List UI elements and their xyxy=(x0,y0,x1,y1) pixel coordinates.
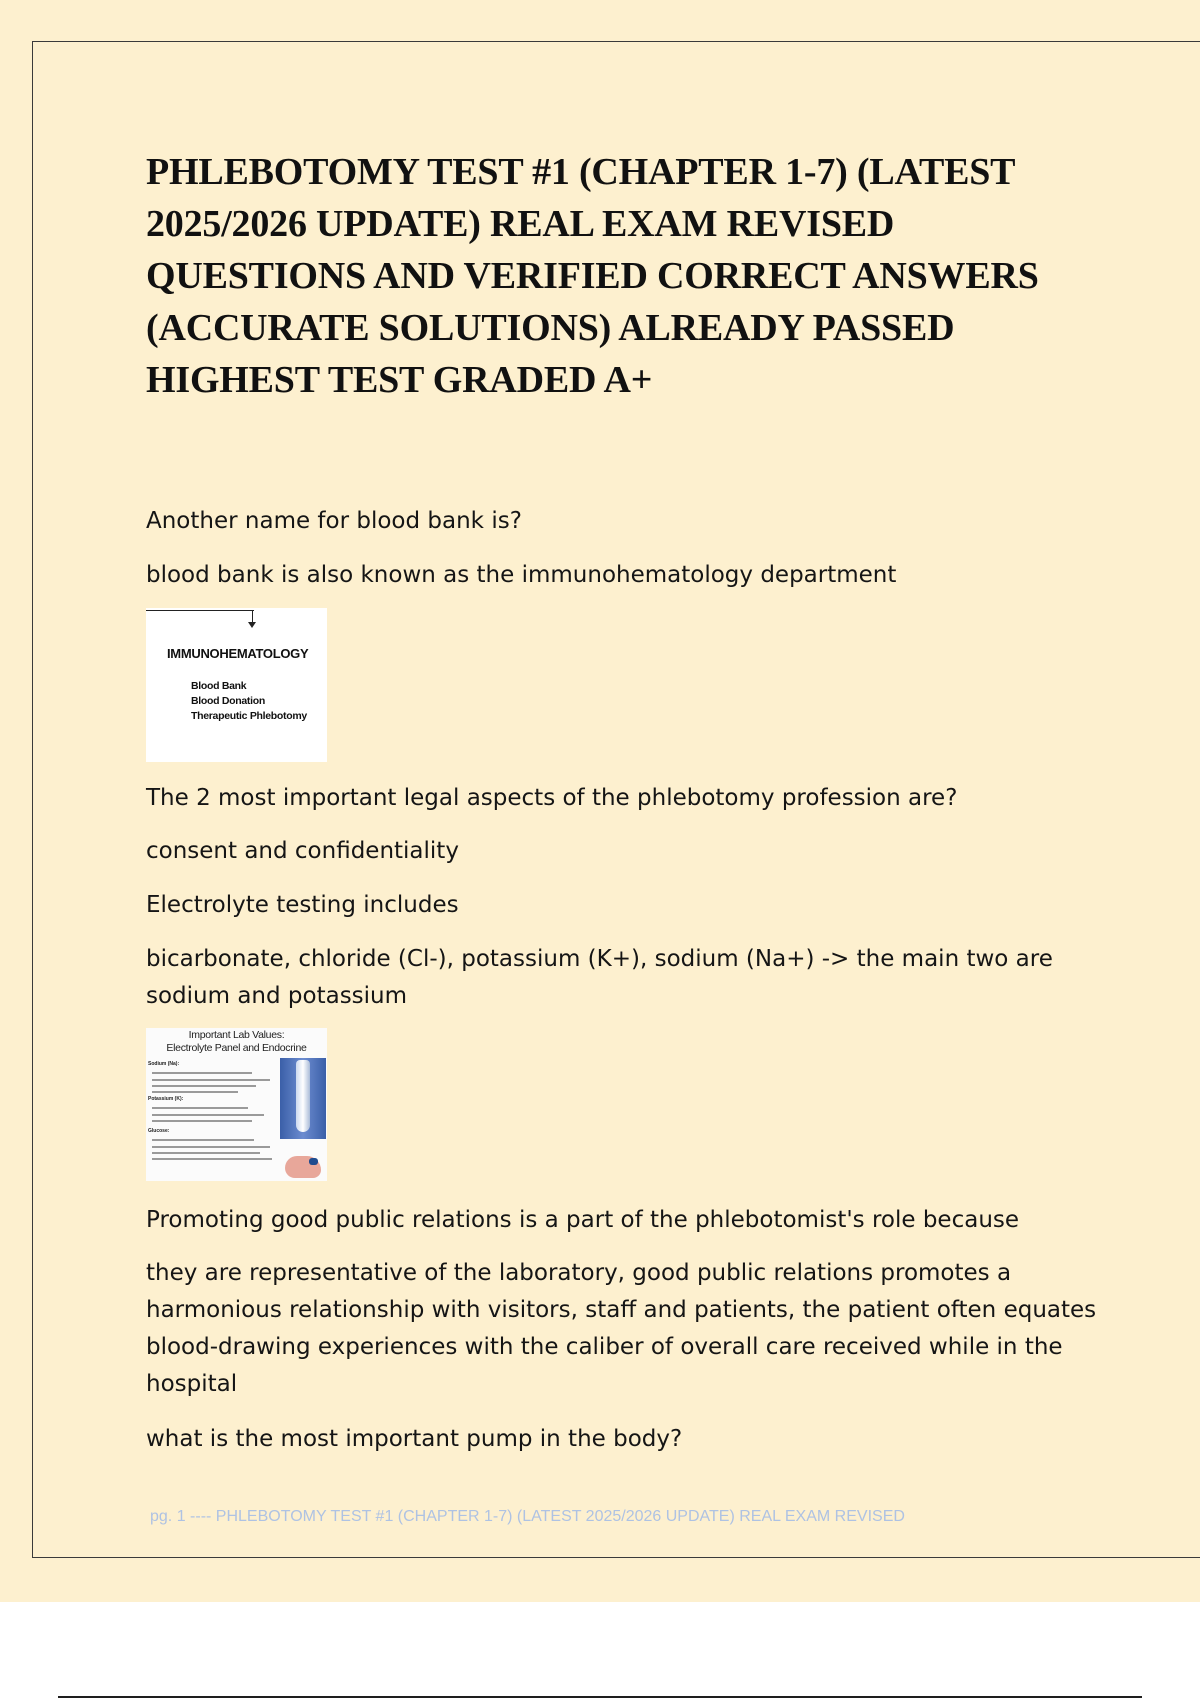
text-line xyxy=(152,1146,270,1148)
text-line xyxy=(152,1158,272,1160)
text-line xyxy=(152,1072,252,1074)
arrow-down-icon xyxy=(248,622,256,628)
answer-2: consent and confidentiality xyxy=(146,838,459,864)
text-line xyxy=(152,1085,256,1087)
figure-heading: IMMUNOHEMATOLOGY xyxy=(167,646,309,661)
text-line xyxy=(152,1114,264,1116)
text-line xyxy=(152,1152,260,1154)
text-line xyxy=(152,1107,248,1109)
lab-section-heading: Glucose: xyxy=(148,1128,170,1134)
question-1: Another name for blood bank is? xyxy=(146,508,522,534)
immunohematology-figure xyxy=(146,608,327,762)
answer-3: bicarbonate, chloride (Cl-), potassium (K+), sodium (Na+) -> the main two are sodium and potassium xyxy=(146,946,1053,1009)
lab-values-title xyxy=(146,1029,327,1055)
answer-4: they are representative of the laboratory, good public relations promotes a harmonious relationship with visitors, staff and patients, the patient often equates blood-drawing experiences with the caliber of overall care received while in the hospital xyxy=(146,1260,1097,1397)
horizontal-rule xyxy=(58,1696,1142,1698)
text-line xyxy=(152,1120,252,1122)
figure-item: Therapeutic Phlebotomy xyxy=(191,710,307,722)
lab-section-heading: Sodium (Na): xyxy=(148,1061,180,1067)
arrow-line xyxy=(146,610,254,611)
question-3: Electrolyte testing includes xyxy=(146,892,459,918)
document-title: PHLEBOTOMY TEST #1 (CHAPTER 1-7) (LATEST 2025/2026 UPDATE) REAL EXAM REVISED QUESTIONS AND VERIFIED CORRECT ANSWERS (ACCURATE SOLUTIONS) ALREADY PASSED HIGHEST TEST GRADED A+ xyxy=(146,151,1039,401)
lab-values-title-line1: Important Lab Values: xyxy=(188,1029,285,1041)
lab-values-figure xyxy=(146,1028,327,1181)
text-line xyxy=(152,1091,238,1093)
figure-item: Blood Donation xyxy=(191,695,265,707)
glucose-meter-icon xyxy=(309,1158,318,1165)
lab-values-title-line2: Electrolyte Panel and Endocrine xyxy=(166,1042,307,1054)
page-footer: pg. 1 ---- PHLEBOTOMY TEST #1 (CHAPTER 1-7) (LATEST 2025/2026 UPDATE) REAL EXAM REVISED xyxy=(150,1508,905,1525)
answer-1: blood bank is also known as the immunohematology department xyxy=(146,562,897,588)
figure-item: Blood Bank xyxy=(191,680,247,692)
question-4: Promoting good public relations is a part of the phlebotomist's role because xyxy=(146,1207,1020,1233)
text-line xyxy=(152,1139,254,1141)
question-2: The 2 most important legal aspects of the phlebotomy profession are? xyxy=(146,785,958,811)
blood-tube-icon xyxy=(296,1060,310,1132)
question-5: what is the most important pump in the body? xyxy=(146,1426,683,1452)
text-line xyxy=(152,1079,270,1081)
lab-section-heading: Potassium (K): xyxy=(148,1096,184,1102)
